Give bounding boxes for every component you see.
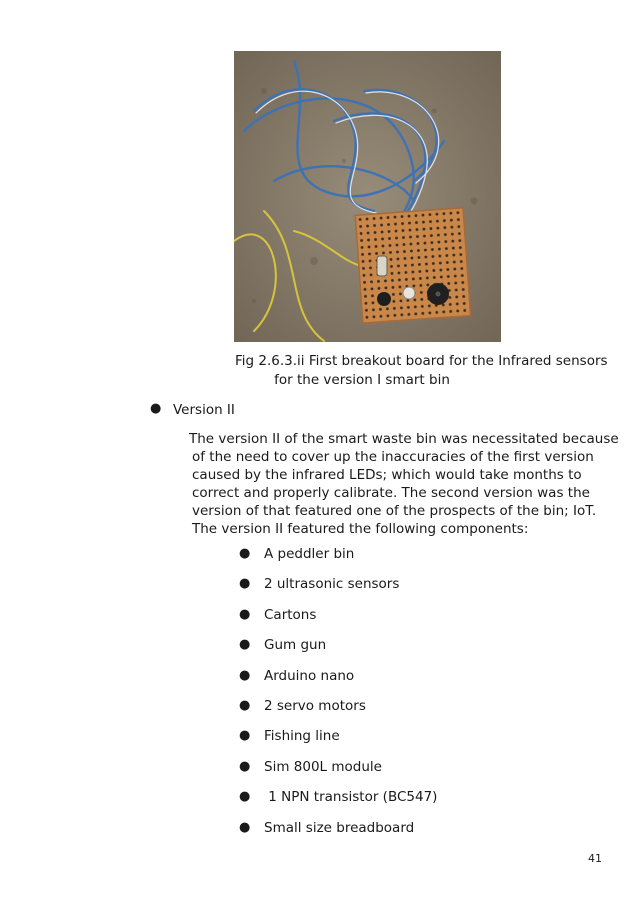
list-item-label: 2 ultrasonic sensors	[264, 576, 400, 593]
page-number: 41	[588, 852, 602, 865]
list-item	[239, 819, 437, 849]
paragraph-line: version of that featured one of the prospects of the bin; IoT.	[192, 503, 597, 519]
paragraph-line: The version II of the smart waste bin was necessitated because	[189, 431, 619, 447]
list-item	[239, 545, 437, 575]
figure-caption-line-2: for the version I smart bin	[274, 372, 450, 388]
bullet-icon: ●	[239, 758, 251, 774]
section-paragraph	[189, 430, 619, 538]
list-item	[239, 636, 437, 666]
list-item-label: Fishing line	[264, 728, 340, 745]
bullet-icon: ●	[239, 576, 251, 592]
list-item	[239, 667, 437, 697]
paragraph-line: of the need to cover up the inaccuracies of the first version	[192, 449, 594, 465]
paragraph-line: caused by the infrared LEDs; which would take months to	[192, 467, 582, 483]
list-item-label: 1 NPN transistor (BC547)	[264, 789, 438, 806]
section-heading: Version II	[173, 402, 235, 418]
bullet-icon: ●	[239, 637, 251, 653]
list-item	[239, 788, 437, 818]
bullet-icon: ●	[239, 789, 251, 805]
bullet-icon: ●	[239, 667, 251, 683]
list-item-label: Sim 800L module	[264, 758, 382, 775]
list-item-label: Gum gun	[264, 637, 327, 654]
bullet-icon: ●	[150, 401, 162, 416]
list-item	[239, 758, 437, 788]
bullet-icon: ●	[239, 546, 251, 561]
list-item-label: A peddler bin	[264, 546, 355, 562]
list-item-label: Cartons	[264, 606, 317, 623]
figure-caption-line-1: Fig 2.6.3.ii First breakout board for the Infrared sensors	[235, 353, 608, 369]
list-item	[239, 697, 437, 727]
bullet-icon: ●	[239, 606, 251, 622]
paragraph-line: correct and properly calibrate. The second version was the	[192, 485, 590, 501]
bullet-icon: ●	[239, 728, 251, 744]
bullet-icon: ●	[239, 819, 251, 835]
paragraph-line: The version II featured the following components:	[192, 521, 529, 537]
breakout-board-photo	[234, 51, 501, 342]
list-item	[239, 575, 437, 605]
list-item	[239, 727, 437, 757]
list-item-label: 2 servo motors	[264, 697, 366, 714]
list-item	[239, 606, 437, 636]
components-list	[239, 545, 437, 849]
list-item-label: Small size breadboard	[264, 819, 415, 836]
list-item-label: Arduino nano	[264, 667, 355, 684]
bullet-icon: ●	[239, 697, 251, 713]
